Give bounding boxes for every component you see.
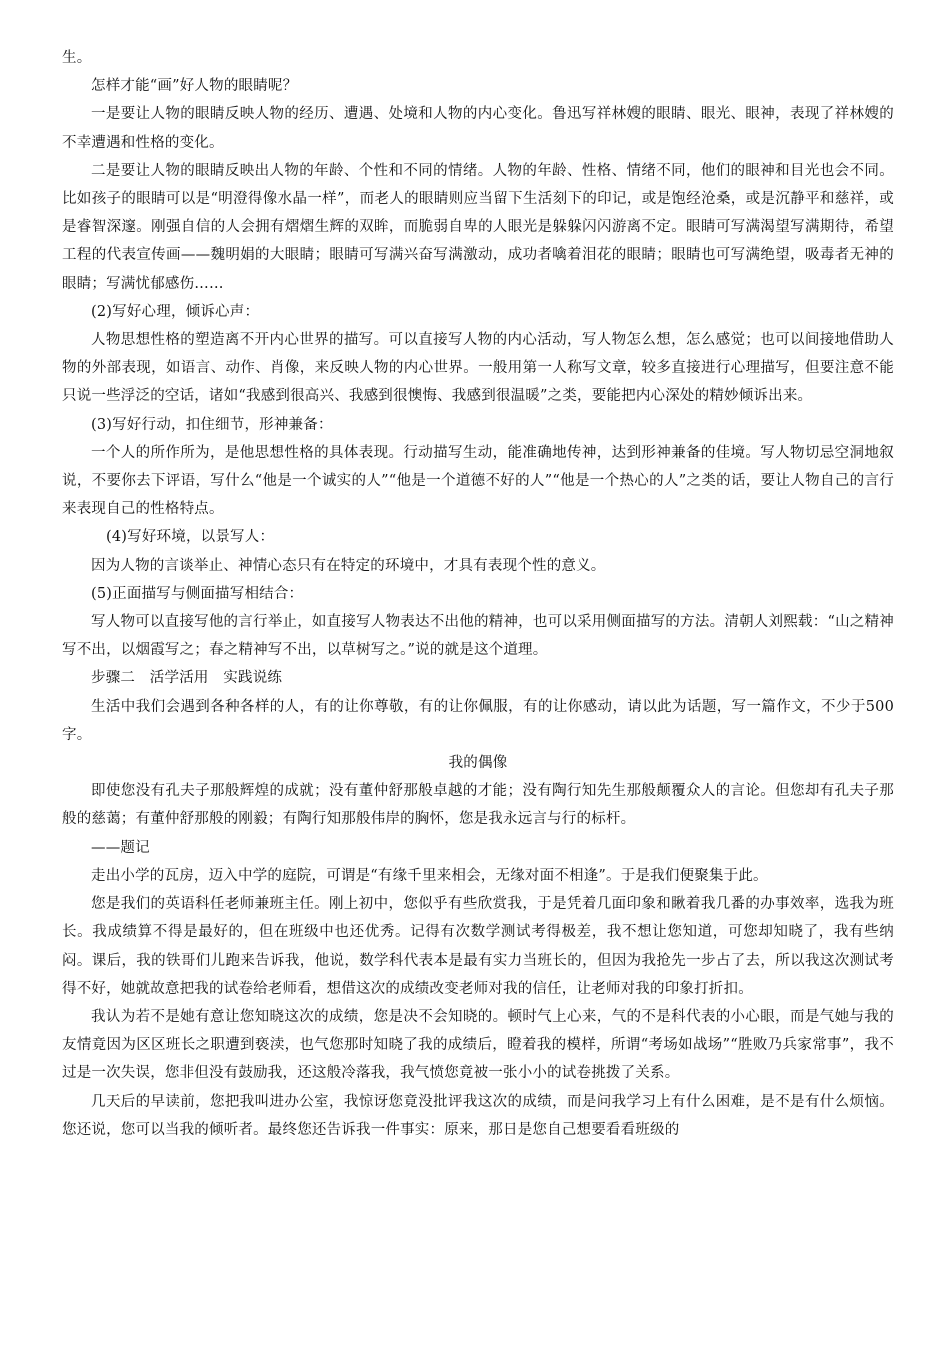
paragraph: 一是要让人物的眼睛反映人物的经历、遭遇、处境和人物的内心变化。鲁迅写祥林嫂的眼睛、眼光、眼神，表现了祥林嫂的不幸遭遇和性格的变化。 bbox=[62, 106, 894, 151]
paragraph: 二是要让人物的眼睛反映出人物的年龄、个性和不同的情绪。人物的年龄、性格、情绪不同，他们的眼神和目光也会不同。比如孩子的眼睛可以是“明澄得像水晶一样”，而老人的眼睛则应当留下生活刻下的印记，或是饱经沧桑，或是沉静平和慈祥，或是睿智深邃。刚强自信的人会拥有熠熠生辉的双眸，而脆弱自卑的人眼光是躲躲闪闪游离不定。眼睛可写满渴望写满期待，希望工程的代表宣传画——魏明娟的大眼睛；眼睛可写满兴奋写满激动，成功者噙着泪花的眼睛；眼睛也可写满绝望，吸毒者无神的眼睛；写满忧郁感伤…… bbox=[62, 162, 894, 292]
essay-epigraph: 即使您没有孔夫子那般辉煌的成就；没有董仲舒那般卓越的才能；没有陶行知先生那般颠覆众人的言论。但您却有孔夫子那般的慈蔼；有董仲舒那般的刚毅；有陶行知那般伟岸的胸怀，您是我永远言与行的标杆。 bbox=[62, 783, 894, 828]
essay-paragraph: 走出小学的瓦房，迈入中学的庭院，可谓是“有缘千里来相会，无缘对面不相逢”。于是我们便聚集于此。 bbox=[91, 867, 768, 884]
writing-prompt: 生活中我们会遇到各种各样的人，有的让你尊敬，有的让你佩服，有的让你感动，请以此为话题，写一篇作文，不少于500字。 bbox=[62, 698, 894, 743]
section-heading: (2)写好心理，倾诉心声： bbox=[91, 303, 260, 320]
section-heading: (3)写好行动，扣住细节，形神兼备： bbox=[91, 416, 333, 433]
paragraph: 因为人物的言谈举止、神情心态只有在特定的环境中，才具有表现个性的意义。 bbox=[91, 557, 606, 574]
essay-paragraph: 您是我们的英语科任老师兼班主任。刚上初中，您似乎有些欣赏我，于是凭着几面印象和瞅着我几番的办事效率，选我为班长。我成绩算不得是最好的，但在班级中也还优秀。记得有次数学测试考得极差，我不想让您知道，可您却知晓了，我有些纳闷。课后，我的铁哥们儿跑来告诉我，他说，数学科代表本是最有实力当班长的，但因为我抢先一步占了去，所以我这次测试考得不好，她就故意把我的试卷给老师看，想借这次的成绩改变老师对我的信任，让老师对我的印象打折扣。 bbox=[62, 896, 894, 997]
essay-paragraph: 几天后的早读前，您把我叫进办公室，我惊讶您竟没批评我这次的成绩，而是问我学习上有什么困难，是不是有什么烦恼。您还说，您可以当我的倾听者。最终您还告诉我一件事实：原来，那日是您自己想要看看班级的 bbox=[62, 1093, 894, 1138]
section-heading: (5)正面描写与侧面描写相结合： bbox=[91, 585, 304, 602]
step-heading: 步骤二 活学活用 实践说练 bbox=[91, 670, 283, 687]
epigraph-signature: ——题记 bbox=[91, 839, 150, 856]
paragraph: 人物思想性格的塑造离不开内心世界的描写。可以直接写人物的内心活动，写人物怎么想，怎么感觉；也可以间接地借助人物的外部表现，如语言、动作、肖像，来反映人物的内心世界。一般用第一人称写文章，较多直接进行心理描写，但要注意不能只说一些浮泛的空话，诸如“我感到很高兴、我感到很懊悔、我感到很温暖”之类，要能把内心深处的精妙倾诉出来。 bbox=[62, 332, 894, 405]
section-heading: (4)写好环境，以景写人： bbox=[106, 529, 275, 546]
essay-title: 我的偶像 bbox=[448, 755, 508, 772]
paragraph: 一个人的所作所为，是他思想性格的具体表现。行动描写生动，能准确地传神，达到形神兼备的佳境。写人物切忌空洞地叙说，不要你去下评语，写什么“他是一个诚实的人”“他是一个道德不好的人”“他是一个热心的人”之类的话，要让人物自己的言行来表现自己的性格特点。 bbox=[62, 444, 894, 518]
paragraph: 生。 bbox=[62, 50, 92, 66]
paragraph: 怎样才能“画”好人物的眼睛呢？ bbox=[91, 78, 298, 95]
paragraph: 写人物可以直接写他的言行举止，如直接写人物表达不出他的精神，也可以采用侧面描写的方法。清朝人刘熙载：“山之精神写不出，以烟霞写之；春之精神写不出，以草树写之。”说的就是这个道理。 bbox=[62, 614, 894, 659]
essay-paragraph: 我认为若不是她有意让您知晓这次的成绩，您是决不会知晓的。顿时气上心来，气的不是科代表的小心眼，而是气她与我的友情竟因为区区班长之职遭到亵渎，也气您那时知晓了我的成绩后，瞪着我的模样，所谓“考场如战场”“胜败乃兵家常事”，我不过是一次失误，您非但没有鼓励我，还这般冷落我，我气愤您竟被一张小小的试卷挑拨了关系。 bbox=[62, 1008, 894, 1082]
